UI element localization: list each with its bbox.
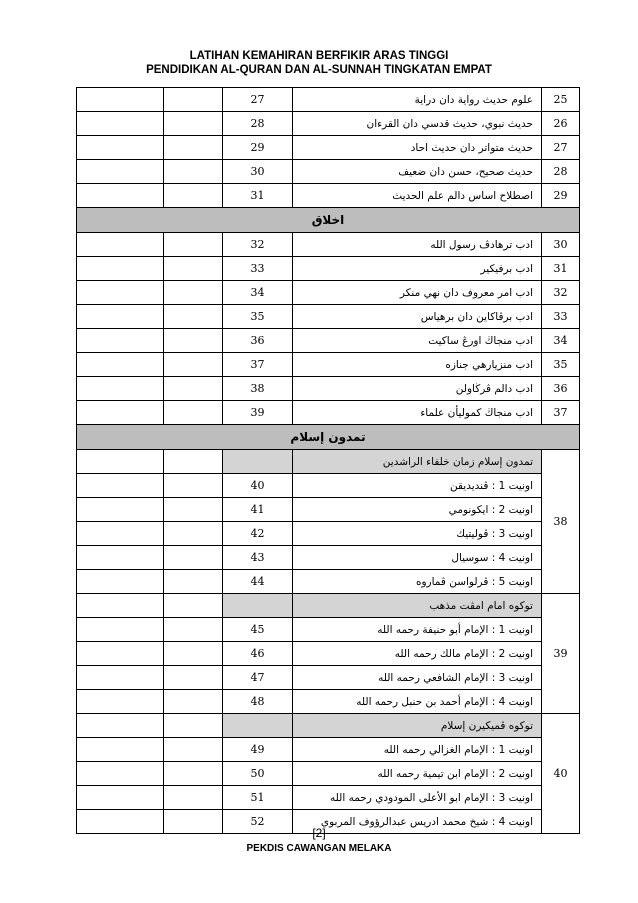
table-row — [77, 160, 580, 184]
number-cell: 32 — [542, 281, 580, 305]
group-title-row — [77, 594, 580, 618]
blank-cell — [164, 642, 223, 666]
group-title: تمدون إسلام زمان خلفاء الراشدين — [293, 450, 542, 474]
section-header-row — [77, 425, 580, 450]
number-cell: 26 — [542, 112, 580, 136]
blank-cell — [77, 786, 164, 810]
footer-agency: PEKDIS CAWANGAN MELAKA — [246, 843, 392, 854]
number-cell: 34 — [542, 329, 580, 353]
blank-cell — [164, 666, 223, 690]
topic-cell: ادب منجاڬ اورڠ ساكيت — [293, 329, 542, 353]
topic-cell: اونيت 2 : ايكونومي — [293, 498, 542, 522]
blank-cell — [77, 474, 164, 498]
topic-cell: اصطلاح اساس دالم علم الحديث — [293, 184, 542, 208]
table-row — [77, 522, 580, 546]
topic-cell: اونيت 1 : ڤنديديقن — [293, 474, 542, 498]
number-cell: 38 — [542, 450, 580, 594]
page-cell: 45 — [223, 618, 293, 642]
blank-cell — [164, 160, 223, 184]
topic-cell: اونيت 3 : الإمام ابو الأعلى المودودي رحمه الله — [293, 786, 542, 810]
blank-cell — [164, 546, 223, 570]
page-cell: 32 — [223, 233, 293, 257]
topic-cell: ادب امر معروف دان نهي منكر — [293, 281, 542, 305]
section-header-row — [77, 208, 580, 233]
page-cell: 49 — [223, 738, 293, 762]
blank-cell — [77, 233, 164, 257]
topic-cell: اونيت 1 : الإمام الغزالي رحمه الله — [293, 738, 542, 762]
blank-cell — [164, 329, 223, 353]
table-row — [77, 88, 580, 112]
topic-cell: حديث متواتر دان حديث احاد — [293, 136, 542, 160]
table-row — [77, 257, 580, 281]
table-row — [77, 474, 580, 498]
table-row — [77, 112, 580, 136]
page-cell: 50 — [223, 762, 293, 786]
blank-cell — [77, 618, 164, 642]
blank-cell — [77, 353, 164, 377]
blank-cell — [164, 136, 223, 160]
page-cell: 36 — [223, 329, 293, 353]
blank-cell — [223, 594, 293, 618]
topic-cell: حديث نبوي، حديث قدسي دان القرءان — [293, 112, 542, 136]
blank-cell — [164, 714, 223, 738]
table-row — [77, 642, 580, 666]
page-cell: 46 — [223, 642, 293, 666]
blank-cell — [77, 184, 164, 208]
blank-cell — [164, 762, 223, 786]
page-cell: 35 — [223, 305, 293, 329]
topic-cell: ادب دالم ڤرڬاولن — [293, 377, 542, 401]
blank-cell — [164, 618, 223, 642]
blank-cell — [164, 498, 223, 522]
blank-cell — [77, 522, 164, 546]
header-subtitle: PENDIDIKAN AL-QURAN DAN AL-SUNNAH TINGKATAN EMPAT — [146, 64, 492, 76]
topic-cell: ادب منجاڬ كموليأن علماء — [293, 401, 542, 425]
page-cell: 30 — [223, 160, 293, 184]
topic-cell: ادب برفيكير — [293, 257, 542, 281]
topic-cell: اونيت 5 : ڤرلواسن ڤماروه — [293, 570, 542, 594]
page-cell: 43 — [223, 546, 293, 570]
topic-cell: اونيت 1 : الإمام أبو حنيفة رحمه الله — [293, 618, 542, 642]
number-cell: 31 — [542, 257, 580, 281]
blank-cell — [77, 690, 164, 714]
topic-cell: اونيت 2 : الإمام مالك رحمه الله — [293, 642, 542, 666]
blank-cell — [77, 498, 164, 522]
page-cell: 34 — [223, 281, 293, 305]
blank-cell — [164, 474, 223, 498]
topic-cell: حديث صحيح، حسن دان ضعيف — [293, 160, 542, 184]
number-cell: 33 — [542, 305, 580, 329]
group-title-row — [77, 450, 580, 474]
page-cell: 37 — [223, 353, 293, 377]
number-cell: 39 — [542, 594, 580, 714]
number-cell: 36 — [542, 377, 580, 401]
page-cell: 41 — [223, 498, 293, 522]
blank-cell — [164, 233, 223, 257]
blank-cell — [77, 666, 164, 690]
table-row — [77, 353, 580, 377]
blank-cell — [77, 401, 164, 425]
page-cell: 38 — [223, 377, 293, 401]
number-cell: 27 — [542, 136, 580, 160]
blank-cell — [164, 786, 223, 810]
page-cell: 27 — [223, 88, 293, 112]
table-row — [77, 329, 580, 353]
page-cell: 51 — [223, 786, 293, 810]
number-cell: 29 — [542, 184, 580, 208]
table-row — [77, 498, 580, 522]
blank-cell — [77, 546, 164, 570]
page-cell: 39 — [223, 401, 293, 425]
page-cell: 47 — [223, 666, 293, 690]
blank-cell — [77, 305, 164, 329]
table-row — [77, 377, 580, 401]
page-cell: 40 — [223, 474, 293, 498]
blank-cell — [164, 570, 223, 594]
table-row — [77, 762, 580, 786]
blank-cell — [164, 281, 223, 305]
blank-cell — [77, 594, 164, 618]
blank-cell — [164, 522, 223, 546]
table-row — [77, 570, 580, 594]
blank-cell — [164, 88, 223, 112]
table-row — [77, 136, 580, 160]
blank-cell — [223, 450, 293, 474]
blank-cell — [164, 112, 223, 136]
table-row — [77, 618, 580, 642]
blank-cell — [77, 112, 164, 136]
blank-cell — [77, 570, 164, 594]
topic-cell: اونيت 3 : الإمام الشافعي رحمه الله — [293, 666, 542, 690]
topic-cell: اونيت 4 : الإمام أحمد بن حنبل رحمه الله — [293, 690, 542, 714]
table-row — [77, 738, 580, 762]
page-cell: 52 — [223, 810, 293, 834]
blank-cell — [77, 88, 164, 112]
blank-cell — [77, 738, 164, 762]
blank-cell — [164, 690, 223, 714]
table-row — [77, 281, 580, 305]
blank-cell — [77, 450, 164, 474]
table-row — [77, 305, 580, 329]
page-number: [2] — [312, 826, 326, 840]
table-row — [77, 666, 580, 690]
blank-cell — [77, 714, 164, 738]
blank-cell — [164, 738, 223, 762]
page-cell: 31 — [223, 184, 293, 208]
blank-cell — [164, 305, 223, 329]
number-cell: 25 — [542, 88, 580, 112]
blank-cell — [77, 281, 164, 305]
blank-cell — [164, 184, 223, 208]
section-title: تمدون إسلام — [77, 425, 580, 450]
section-title: اخلاق — [77, 208, 580, 233]
group-title: توكوه ڤميكيرن إسلام — [293, 714, 542, 738]
number-cell: 40 — [542, 714, 580, 834]
page-cell: 48 — [223, 690, 293, 714]
topic-cell: اونيت 2 : الإمام ابن تيمية رحمه الله — [293, 762, 542, 786]
group-title-row — [77, 714, 580, 738]
topic-cell: اونيت 3 : ڤوليتيك — [293, 522, 542, 546]
page-cell: 44 — [223, 570, 293, 594]
page-cell: 29 — [223, 136, 293, 160]
number-cell: 28 — [542, 160, 580, 184]
topic-table — [76, 87, 580, 834]
table-row — [77, 690, 580, 714]
blank-cell — [164, 401, 223, 425]
topic-cell: ادب منزيارهي جنازه — [293, 353, 542, 377]
header-title: LATIHAN KEMAHIRAN BERFIKIR ARAS TINGGI — [189, 50, 449, 62]
topic-cell: اونيت 4 : سوسيال — [293, 546, 542, 570]
blank-cell — [77, 377, 164, 401]
page-cell: 28 — [223, 112, 293, 136]
page-cell: 42 — [223, 522, 293, 546]
blank-cell — [164, 377, 223, 401]
blank-cell — [77, 762, 164, 786]
topic-cell: ادب ترهادڤ رسول الله — [293, 233, 542, 257]
table-row — [77, 786, 580, 810]
blank-cell — [164, 353, 223, 377]
blank-cell — [223, 714, 293, 738]
blank-cell — [77, 329, 164, 353]
blank-cell — [164, 257, 223, 281]
topic-cell: علوم حديث رواية دان دراية — [293, 88, 542, 112]
page-cell: 33 — [223, 257, 293, 281]
blank-cell — [164, 594, 223, 618]
blank-cell — [77, 257, 164, 281]
table-row — [77, 401, 580, 425]
number-cell: 35 — [542, 353, 580, 377]
table-row — [77, 233, 580, 257]
topic-cell: اونيت 4 : شيخ محمد ادريس عبدالرؤوف المربوي — [293, 810, 542, 834]
blank-cell — [164, 450, 223, 474]
number-cell: 37 — [542, 401, 580, 425]
blank-cell — [77, 160, 164, 184]
table-row — [77, 546, 580, 570]
blank-cell — [77, 136, 164, 160]
blank-cell — [77, 642, 164, 666]
number-cell: 30 — [542, 233, 580, 257]
table-row — [77, 184, 580, 208]
group-title: توكوه امام امڤت مذهب — [293, 594, 542, 618]
topic-cell: ادب برڤاكاين دان برهياس — [293, 305, 542, 329]
